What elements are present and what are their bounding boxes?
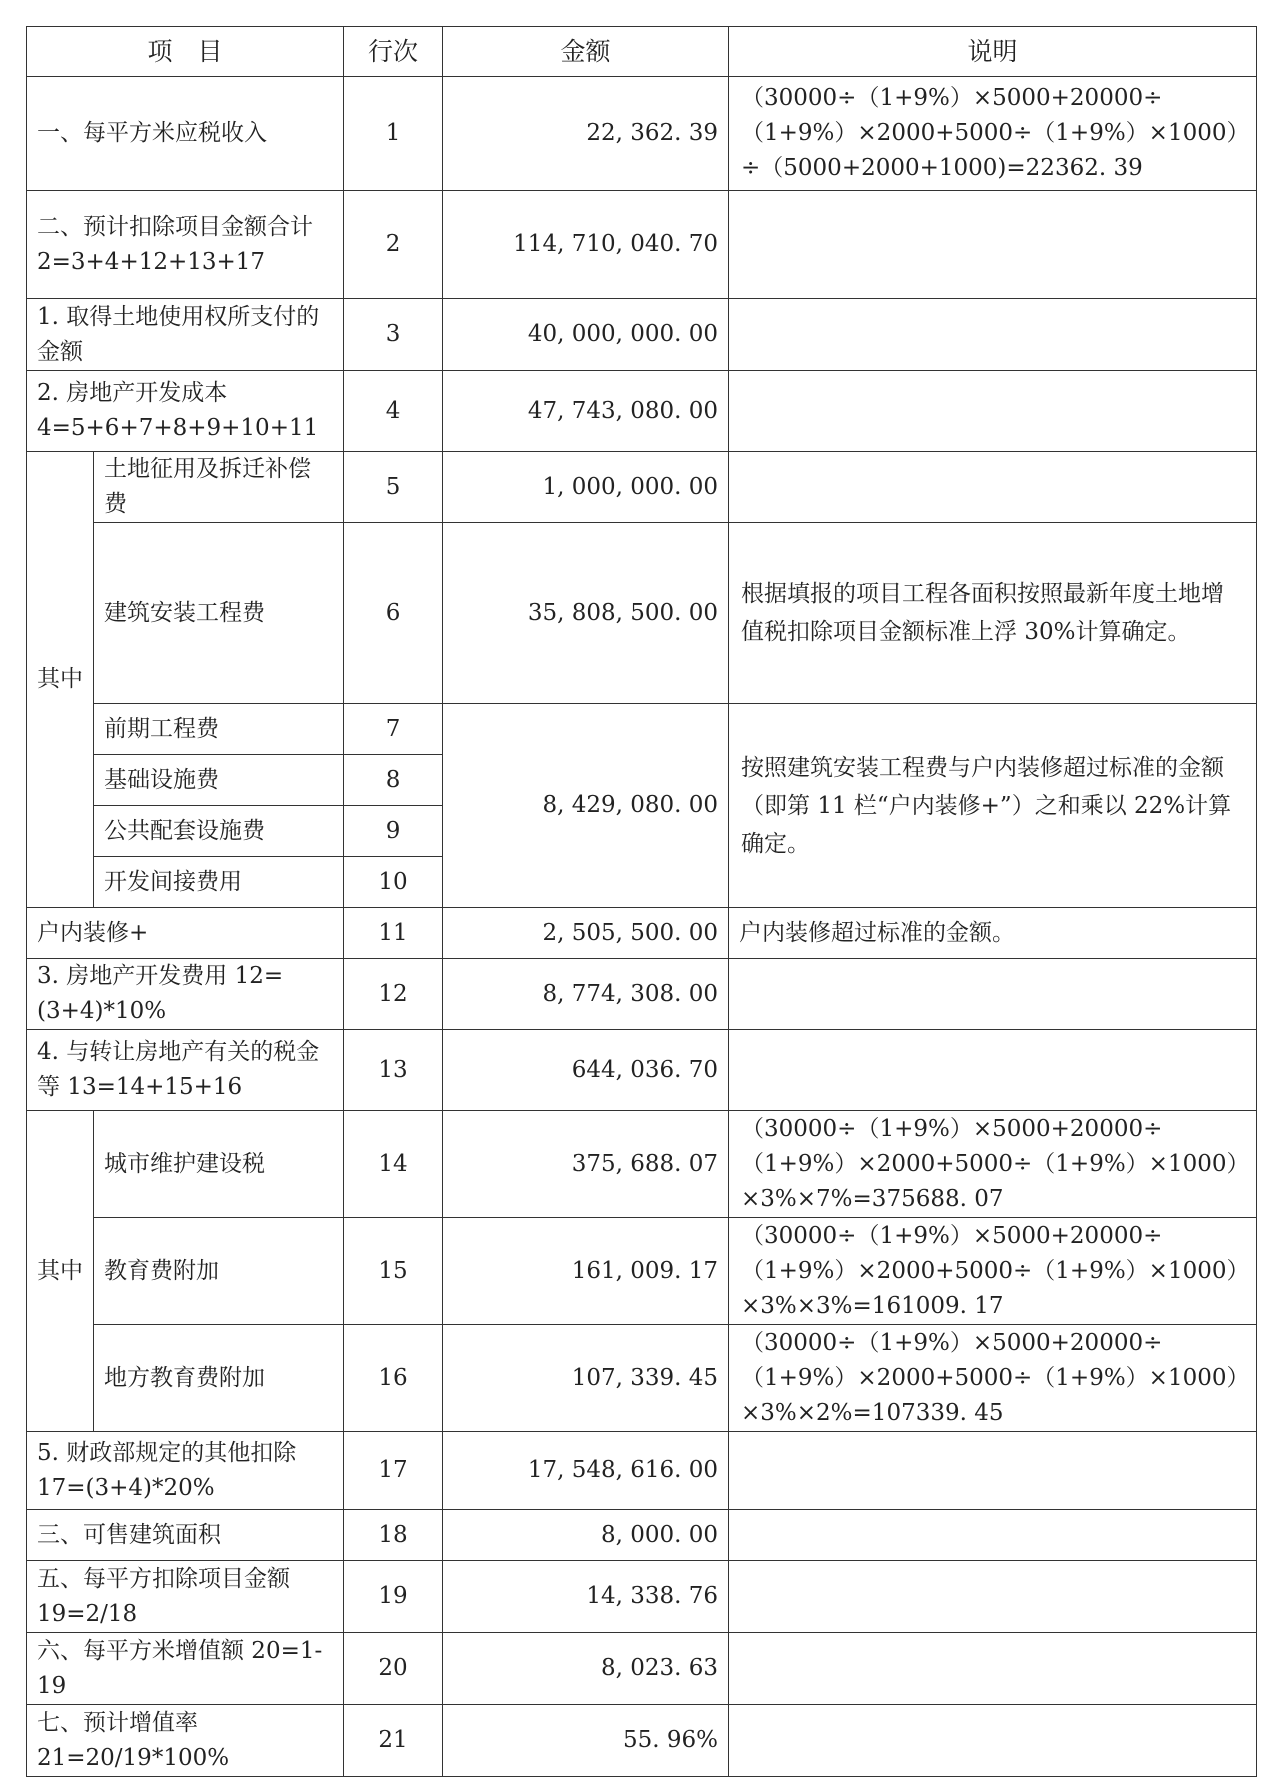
row-amount: 17, 548, 616. 00 [443, 1432, 729, 1510]
table-row [27, 1030, 1257, 1111]
row-line: 9 [344, 806, 443, 857]
row-line: 4 [344, 371, 443, 452]
side-label-text: 其中 [37, 1257, 83, 1284]
row-amount: 14, 338. 76 [443, 1561, 729, 1633]
row-amount: 1, 000, 000. 00 [443, 452, 729, 523]
row-note: （30000÷（1+9%）×5000+20000÷（1+9%）×2000+5000÷（1+9%）×1000）×3%×3%=161009. 17 [729, 1218, 1257, 1325]
row-amount: 644, 036. 70 [443, 1030, 729, 1111]
side-label-cost [27, 452, 94, 908]
row-note [729, 1561, 1257, 1633]
row-item: 六、每平方米增值额 20=1-19 [27, 1633, 344, 1705]
row-note-merged: 按照建筑安装工程费与户内装修超过标准的金额（即第 11 栏“户内装修+”）之和乘以 22%计算确定。 [729, 704, 1257, 908]
header-line: 行次 [344, 27, 443, 77]
table-row [27, 1561, 1257, 1633]
row-line: 21 [344, 1705, 443, 1777]
row-line: 18 [344, 1510, 443, 1561]
row-item: 城市维护建设税 [94, 1111, 344, 1218]
row-line: 5 [344, 452, 443, 523]
table-row [27, 299, 1257, 371]
header-row [27, 27, 1257, 77]
table-row [27, 1510, 1257, 1561]
table-row [27, 959, 1257, 1030]
row-note [729, 959, 1257, 1030]
row-item: 户内装修+ [27, 908, 344, 959]
row-note [729, 1510, 1257, 1561]
row-amount: 161, 009. 17 [443, 1218, 729, 1325]
row-note [729, 191, 1257, 299]
row-item: 一、每平方米应税收入 [27, 77, 344, 191]
row-note [729, 371, 1257, 452]
row-amount: 47, 743, 080. 00 [443, 371, 729, 452]
table-row [27, 191, 1257, 299]
table-row [27, 1325, 1257, 1432]
table-row [27, 371, 1257, 452]
row-line: 7 [344, 704, 443, 755]
row-amount: 8, 774, 308. 00 [443, 959, 729, 1030]
row-item: 公共配套设施费 [94, 806, 344, 857]
row-item: 七、预计增值率 21=20/19*100% [27, 1705, 344, 1777]
row-item: 教育费附加 [94, 1218, 344, 1325]
table-row [27, 1432, 1257, 1510]
row-item: 5. 财政部规定的其他扣除 17=(3+4)*20% [27, 1432, 344, 1510]
row-line: 16 [344, 1325, 443, 1432]
row-line: 17 [344, 1432, 443, 1510]
row-note [729, 452, 1257, 523]
row-item: 五、每平方扣除项目金额 19=2/18 [27, 1561, 344, 1633]
row-amount: 35, 808, 500. 00 [443, 523, 729, 704]
row-note: （30000÷（1+9%）×5000+20000÷（1+9%）×2000+5000÷（1+9%）×1000）×3%×7%=375688. 07 [729, 1111, 1257, 1218]
row-item: 2. 房地产开发成本 4=5+6+7+8+9+10+11 [27, 371, 344, 452]
header-amount: 金额 [443, 27, 729, 77]
row-item: 前期工程费 [94, 704, 344, 755]
row-note: 户内装修超过标准的金额。 [729, 908, 1257, 959]
row-line: 10 [344, 857, 443, 908]
row-item: 基础设施费 [94, 755, 344, 806]
row-amount: 375, 688. 07 [443, 1111, 729, 1218]
table-row [27, 523, 1257, 704]
row-amount: 107, 339. 45 [443, 1325, 729, 1432]
row-line: 2 [344, 191, 443, 299]
table-row [27, 704, 1257, 755]
row-amount: 8, 023. 63 [443, 1633, 729, 1705]
row-line: 6 [344, 523, 443, 704]
table-row [27, 77, 1257, 191]
row-note [729, 1432, 1257, 1510]
row-item: 三、可售建筑面积 [27, 1510, 344, 1561]
row-line: 13 [344, 1030, 443, 1111]
row-line: 3 [344, 299, 443, 371]
row-amount: 114, 710, 040. 70 [443, 191, 729, 299]
row-amount-merged: 8, 429, 080. 00 [443, 704, 729, 908]
row-amount: 8, 000. 00 [443, 1510, 729, 1561]
table-row [27, 1111, 1257, 1218]
row-line: 19 [344, 1561, 443, 1633]
table-row [27, 1705, 1257, 1777]
side-label-text: 其中 [37, 666, 83, 692]
row-note [729, 299, 1257, 371]
row-line: 20 [344, 1633, 443, 1705]
row-item: 1. 取得土地使用权所支付的金额 [27, 299, 344, 371]
row-line: 14 [344, 1111, 443, 1218]
row-note: （30000÷（1+9%）×5000+20000÷（1+9%）×2000+5000÷（1+9%）×1000）×3%×2%=107339. 45 [729, 1325, 1257, 1432]
row-line: 11 [344, 908, 443, 959]
row-amount: 22, 362. 39 [443, 77, 729, 191]
row-amount: 55. 96% [443, 1705, 729, 1777]
row-item: 开发间接费用 [94, 857, 344, 908]
header-note: 说明 [729, 27, 1257, 77]
row-line: 8 [344, 755, 443, 806]
row-amount: 40, 000, 000. 00 [443, 299, 729, 371]
row-amount: 2, 505, 500. 00 [443, 908, 729, 959]
row-item: 二、预计扣除项目金额合计 2=3+4+12+13+17 [27, 191, 344, 299]
row-note [729, 1030, 1257, 1111]
row-line: 12 [344, 959, 443, 1030]
row-line: 1 [344, 77, 443, 191]
side-label-tax [27, 1111, 94, 1432]
table-row [27, 1218, 1257, 1325]
table-row [27, 1633, 1257, 1705]
row-item: 土地征用及拆迁补偿费 [94, 452, 344, 523]
row-item: 3. 房地产开发费用 12=(3+4)*10% [27, 959, 344, 1030]
table-row [27, 452, 1257, 523]
row-item: 地方教育费附加 [94, 1325, 344, 1432]
header-item: 项 目 [27, 27, 344, 77]
row-item: 4. 与转让房地产有关的税金等 13=14+15+16 [27, 1030, 344, 1111]
row-note [729, 1633, 1257, 1705]
row-item: 建筑安装工程费 [94, 523, 344, 704]
row-note [729, 1705, 1257, 1777]
row-line: 15 [344, 1218, 443, 1325]
row-note: 根据填报的项目工程各面积按照最新年度土地增值税扣除项目金额标准上浮 30%计算确定。 [729, 523, 1257, 704]
land-vat-table [26, 26, 1257, 1777]
row-note: （30000÷（1+9%）×5000+20000÷（1+9%）×2000+5000÷（1+9%）×1000）÷（5000+2000+1000)=22362. 39 [729, 77, 1257, 191]
table-row [27, 908, 1257, 959]
